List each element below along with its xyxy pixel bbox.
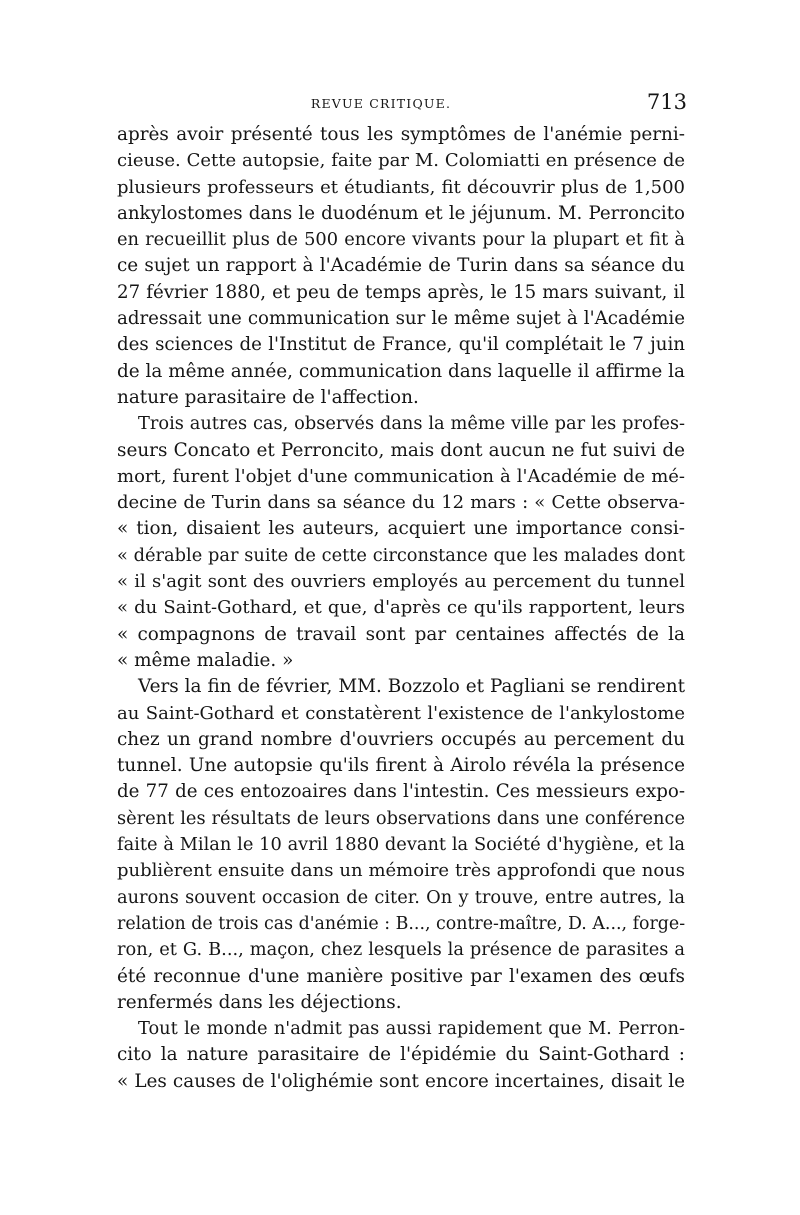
page-number: 713	[646, 90, 687, 114]
text-line: « tion, disaient les auteurs, acquiert une importance consi-	[117, 518, 685, 540]
text-line: « compagnons de travail sont par centaines affectés de la	[117, 623, 685, 645]
text-line: Tout le monde n'admit pas aussi rapidement que M. Perron-	[138, 1018, 685, 1040]
text-line: de la même année, communication dans laquelle il affirme la	[117, 360, 685, 382]
text-line: ankylostomes dans le duodénum et le jéjunum. M. Perroncito	[117, 202, 685, 224]
text-line: ron, et G. B..., maçon, chez lesquels la présence de parasites a	[117, 939, 685, 961]
text-line: « il s'agit sont des ouvriers employés au percement du tunnel	[117, 571, 685, 593]
text-line: sèrent les résultats de leurs observations dans une conférence	[117, 807, 685, 829]
running-header	[117, 92, 685, 122]
text-line: ce sujet un rapport à l'Académie de Turin dans sa séance du	[117, 255, 685, 277]
text-line: chez un grand nombre d'ouvriers occupés au percement du	[117, 728, 685, 750]
text-line: publièrent ensuite dans un mémoire très approfondi que nous	[117, 860, 685, 882]
text-line: de 77 de ces entozoaires dans l'intestin. Ces messieurs expo-	[117, 781, 685, 803]
text-line: cito la nature parasitaire de l'épidémie du Saint-Gothard :	[117, 1044, 685, 1066]
text-line: été reconnue d'une manière positive par l'examen des œufs	[117, 965, 685, 987]
text-line: « même maladie. »	[117, 649, 294, 671]
document-page	[117, 92, 685, 1095]
text-line: renfermés dans les déjections.	[117, 991, 402, 1013]
text-line: faite à Milan le 10 avril 1880 devant la Société d'hygiène, et la	[117, 834, 685, 856]
text-line: au Saint-Gothard et constatèrent l'existence de l'ankylostome	[117, 702, 685, 724]
text-line: decine de Turin dans sa séance du 12 mars : « Cette observa-	[117, 492, 685, 514]
text-line: « du Saint-Gothard, et que, d'après ce qu'ils rapportent, leurs	[117, 597, 685, 619]
text-line: « dérable par suite de cette circonstance que les malades dont	[117, 544, 685, 566]
text-line: plusieurs professeurs et étudiants, fit découvrir plus de 1,500	[117, 176, 685, 198]
text-line: des sciences de l'Institut de France, qu'il complétait le 7 juin	[117, 334, 685, 356]
text-line: cieuse. Cette autopsie, faite par M. Colomiatti en présence de	[117, 150, 685, 172]
text-line: adressait une communication sur le même sujet à l'Académie	[117, 308, 685, 330]
text-line: en recueillit plus de 500 encore vivants pour la plupart et fit à	[117, 229, 685, 251]
text-line: aurons souvent occasion de citer. On y trouve, entre autres, la	[117, 886, 685, 908]
text-line: Vers la fin de février, MM. Bozzolo et Pagliani se rendirent	[138, 676, 685, 698]
running-title: REVUE CRITIQUE.	[310, 96, 452, 111]
text-line: relation de trois cas d'anémie : B..., contre-maître, D. A..., forge-	[117, 913, 686, 934]
text-line: « Les causes de l'olighémie sont encore incertaines, disait le	[117, 1070, 685, 1092]
text-line: 27 février 1880, et peu de temps après, le 15 mars suivant, il	[117, 281, 685, 303]
text-line: après avoir présenté tous les symptômes de l'anémie perni-	[117, 124, 685, 145]
text-line: nature parasitaire de l'affection.	[117, 386, 419, 408]
text-line: Trois autres cas, observés dans la même ville par les profes-	[138, 413, 685, 435]
text-line: mort, furent l'objet d'une communication à l'Académie de mé-	[117, 465, 685, 487]
body-text	[117, 122, 685, 1095]
text-line: seurs Concato et Perroncito, mais dont aucun ne fut suivi de	[117, 439, 685, 461]
text-line: tunnel. Une autopsie qu'ils firent à Airolo révéla la présence	[117, 755, 685, 777]
